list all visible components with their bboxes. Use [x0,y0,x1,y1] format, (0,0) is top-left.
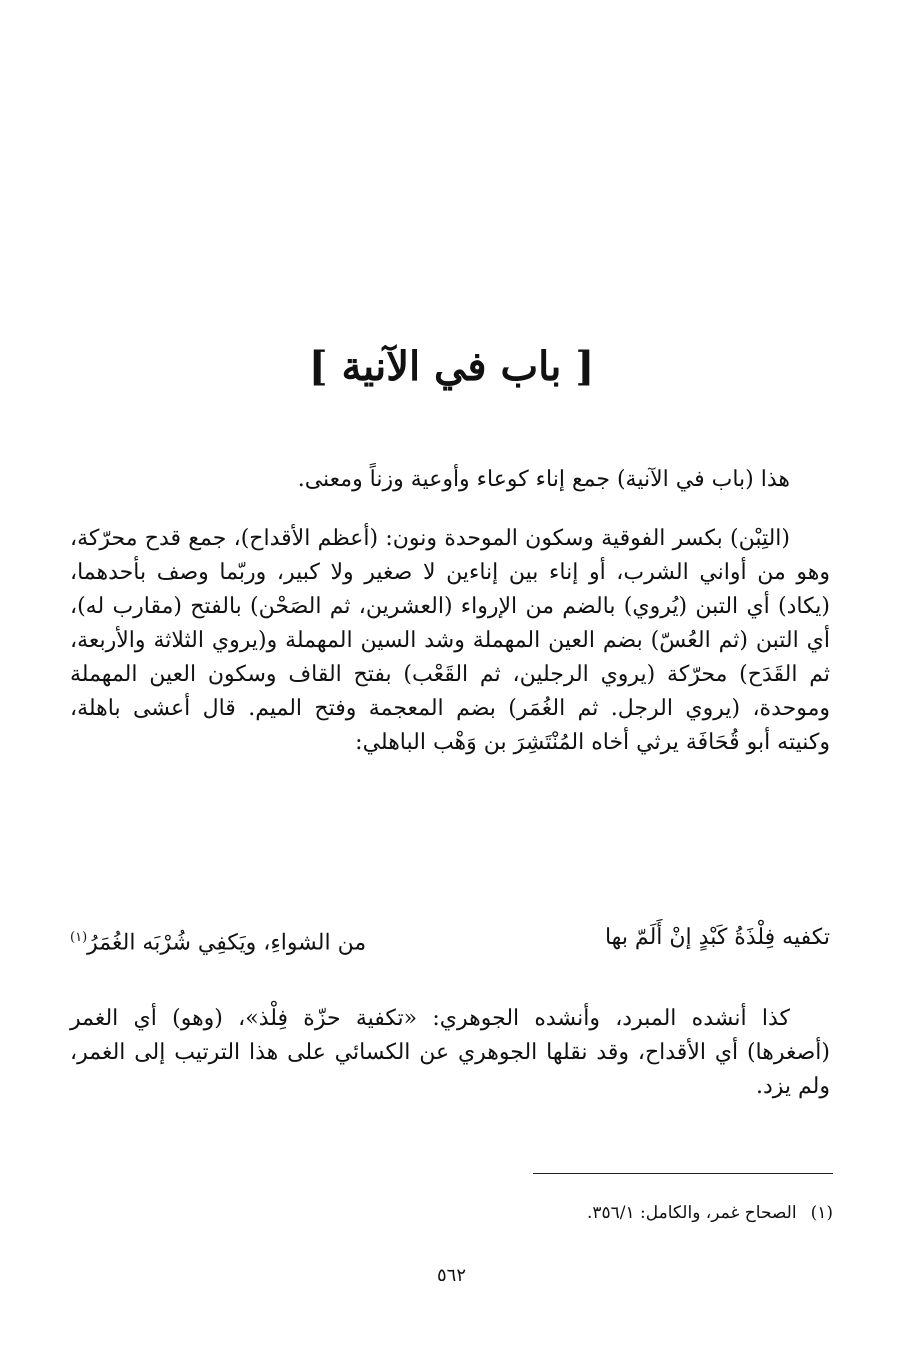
footnote-divider [533,1173,833,1174]
poem-verse [70,918,830,958]
intro-text: هذا (باب في الآنية) جمع إناء كوعاء وأوعية وزناً ومعنى. [297,467,790,492]
closing-paragraph [70,1002,830,1104]
footnote-text: الصحاح غمر، والكامل: ٣٥٦/١. [586,1203,797,1223]
closing-paragraph-text: كذا أنشده المبرد، وأنشده الجوهري: «تكفية حزّة فِلْذ»، (وهو) أي الغمر (أصغرها) أي الأقداح، وقد نقلها الجوهري عن الكسائي على هذا الترتيب إلى الغمر، ولم يزد. [70,1006,830,1099]
poem-second-hemistich-wrapper [70,918,366,963]
poem-second-hemistich: من الشواءِ، ويَكفِي شُرْبَه الغُمَرُ [87,930,367,956]
main-paragraph [70,522,830,760]
page-number: ٥٦٢ [436,1265,466,1286]
footnote-reference: (١) [70,930,88,945]
chapter-title: [ باب في الآنية ] [308,343,595,390]
poem-first-hemistich: تكفيه فِلْذَةُ كَبْدٍ إنْ أَلَمّ بها [604,925,830,950]
intro-paragraph [70,463,830,497]
footnote-number: (١) [810,1203,833,1223]
main-paragraph-text: (التِبْن) بكسر الفوقية وسكون الموحدة ونون: (أعظم الأقداح)، جمع قدح محرّكة، وهو من أواني الشرب، أو إناء بين إناءين لا صغير ولا كبير، وربّما وصف بأحدهما، (يكاد) أي التبن (يُروي) بالضم من الإرواء (العشرين، ثم الصَحْن) بالفتح (مقارب له)، أي التبن (ثم العُسّ) بضم العين المهملة وشد السين المهملة و(يروي الثلاثة والأربعة، ثم القَدَح) محرّكة (يروي الرجلين، ثم القَعْب) بفتح القاف وسكون العين المهملة وموحدة، (يروي الرجل. ثم الغُمَر) بضم المعجمة وفتح الميم. قال أعشى باهلة، وكنيته أبو قُحَافَة يرثي أخاه المُنْتَشِرَ بن وَهْب الباهلي: [70,526,830,755]
footnote [73,1200,833,1226]
